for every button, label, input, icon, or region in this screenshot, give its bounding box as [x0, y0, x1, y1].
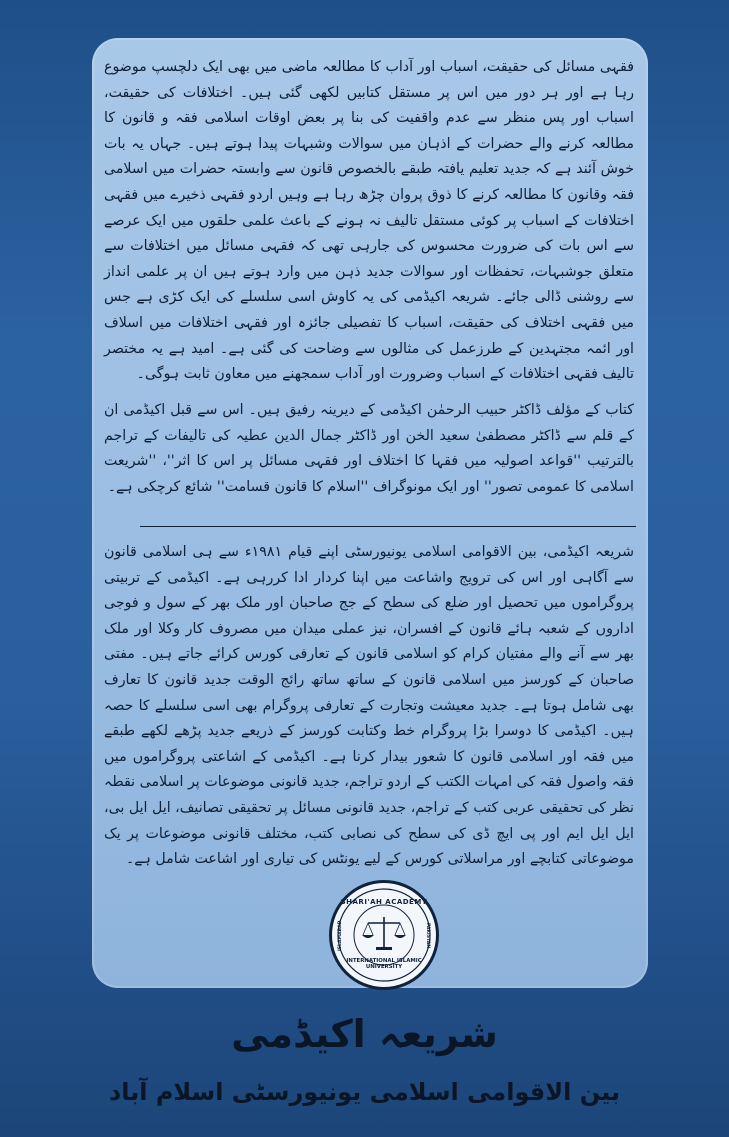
academy-paragraph — [104, 540, 634, 890]
academy-seal-logo — [332, 883, 436, 987]
seal-left-text: ISLAMABAD — [338, 920, 343, 952]
seal-top-text: SHARI'AH ACADEMY — [340, 898, 428, 906]
seal-bottom-text: INTERNATIONAL ISLAMIC UNIVERSITY — [346, 958, 422, 970]
footer-title: شریعہ اکیڈمی — [231, 1012, 498, 1056]
intro-paragraph — [104, 55, 634, 395]
author-text: کتاب کے مؤلف ڈاکٹر حبیب الرحمٰن اکیڈمی کے دیرینہ رفیق ہیں۔ اس سے قبل اکیڈمی ان کے قلم سے ڈاکٹر مصطفیٰ سعید الخن اور ڈاکٹر جمال الدین عطیہ کی تالیفات کے تراجم بالترتیب ''قواعد اصولیہ میں فقہا کا اختلاف اور فقہی مسائل پر اس کا اثر''، ''شریعت اسلامی کا عمومی تصور'' اور ایک مونوگراف ''اسلام کا قانون قسامت'' شائع کرچکی ہے۔ — [104, 402, 634, 495]
author-paragraph — [104, 398, 634, 498]
divider-line — [140, 526, 636, 527]
intro-text: فقہی مسائل کی حقیقت، اسباب اور آداب کا مطالعہ ماضی میں بھی ایک دلچسپ موضوع رہا ہے اور ہر دور میں اس پر مستقل کتابیں لکھی گئی ہیں۔ اختلافات کی حقیقت، اسباب اور پس منظر سے عدم واقفیت کی بنا پر بعض اوقات اسلامی فقہ و قانون کا مطالعہ کرنے والے حضرات کے اذہان میں سوالات وشبہات پیدا ہوتے ہیں۔ جہاں یہ بات خوش آئند ہے کہ جدید تعلیم یافتہ طبقے بالخصوص قانون سے وابستہ حضرات میں اسلامی فقہ وقانون کا مطالعہ کرنے کا ذوق پروان چڑھ رہا ہے وہیں اردو فقہی ذخیرے میں فقہی اختلافات کے اسباب پر کوئی مستقل تالیف نہ ہونے کے باعث علمی حلقوں میں ایک عرصے سے اس بات کی ضرورت محسوس کی جارہی تھی کہ فقہی مسائل میں اختلافات سے متعلق جوشبہات، تحفظات اور سوالات جدید ذہن میں وارد ہوتے ہیں ان پر علمی انداز سے روشنی ڈالی جائے۔ شریعہ اکیڈمی کی یہ کاوش اسی سلسلے کی ایک کڑی ہے جس میں فقہی اختلاف کی حقیقت، اسباب کا تفصیلی جائزہ اور فقہی اختلافات میں اسلاف اور ائمہ مجتہدین کے طرزعمل کی مثالوں سے وضاحت کی گئی ہے۔ امید ہے یہ مختصر تالیف فقہی اختلافات کے اسباب وضرورت اور آداب سمجھنے میں معاون ثابت ہوگی۔ — [104, 59, 634, 383]
seal-right-text: PAKISTAN — [425, 923, 430, 949]
academy-text: شریعہ اکیڈمی، بین الاقوامی اسلامی یونیورسٹی اپنے قیام ۱۹۸۱ء سے ہی اسلامی قانون سے آگاہی اور اس کی ترویج واشاعت میں اپنا کردار ادا کررہی ہے۔ اکیڈمی کے تربیتی پروگراموں میں تحصیل اور ضلع کی سطح کے جج صاحبان اور ملک بھر کے سول و فوجی اداروں کے شعبہ ہائے قانون کے افسران، نیز عملی میدان میں مصروف کار وکلا اور ملک بھر سے آنے والے مفتیان کرام کو اسلامی قانون کے تعارفی کورس کرائے جاتے ہیں۔ مفتی صاحبان کے کورسز میں اسلامی قانون کے ساتھ ساتھ رائج الوقت جدید قانون کا تعارف بھی شامل ہوتا ہے۔ جدید معیشت وتجارت کے تعارفی پروگرام بھی اسی سلسلے کا حصہ ہیں۔ اکیڈمی کا دوسرا بڑا پروگرام خط وکتابت کورسز کے ذریعے جدید پڑھے لکھے طبقے میں فقہ اور اسلامی قانون کا شعور بیدار کرنا ہے۔ اکیڈمی کے اشاعتی پروگراموں میں فقہ واصول فقہ کی امہات الکتب کے اردو تراجم، جدید قانونی موضوعات پر اسلامی نقطہ نظر کی تحقیقی عربی کتب کے تراجم، جدید قانونی مسائل پر تحقیقی تصانیف، ایل ایل بی، ایل ایل ایم اور پی ایچ ڈی کی سطح کی نصابی کتب، مختلف قانونی موضوعات پر یک موضوعاتی کتابچے اور مراسلاتی کورس کے لیے یونٹس کی تیاری اور اشاعت شامل ہے۔ — [104, 544, 634, 868]
footer-subtitle: بین الاقوامی اسلامی یونیورسٹی اسلام آباد — [108, 1078, 621, 1106]
